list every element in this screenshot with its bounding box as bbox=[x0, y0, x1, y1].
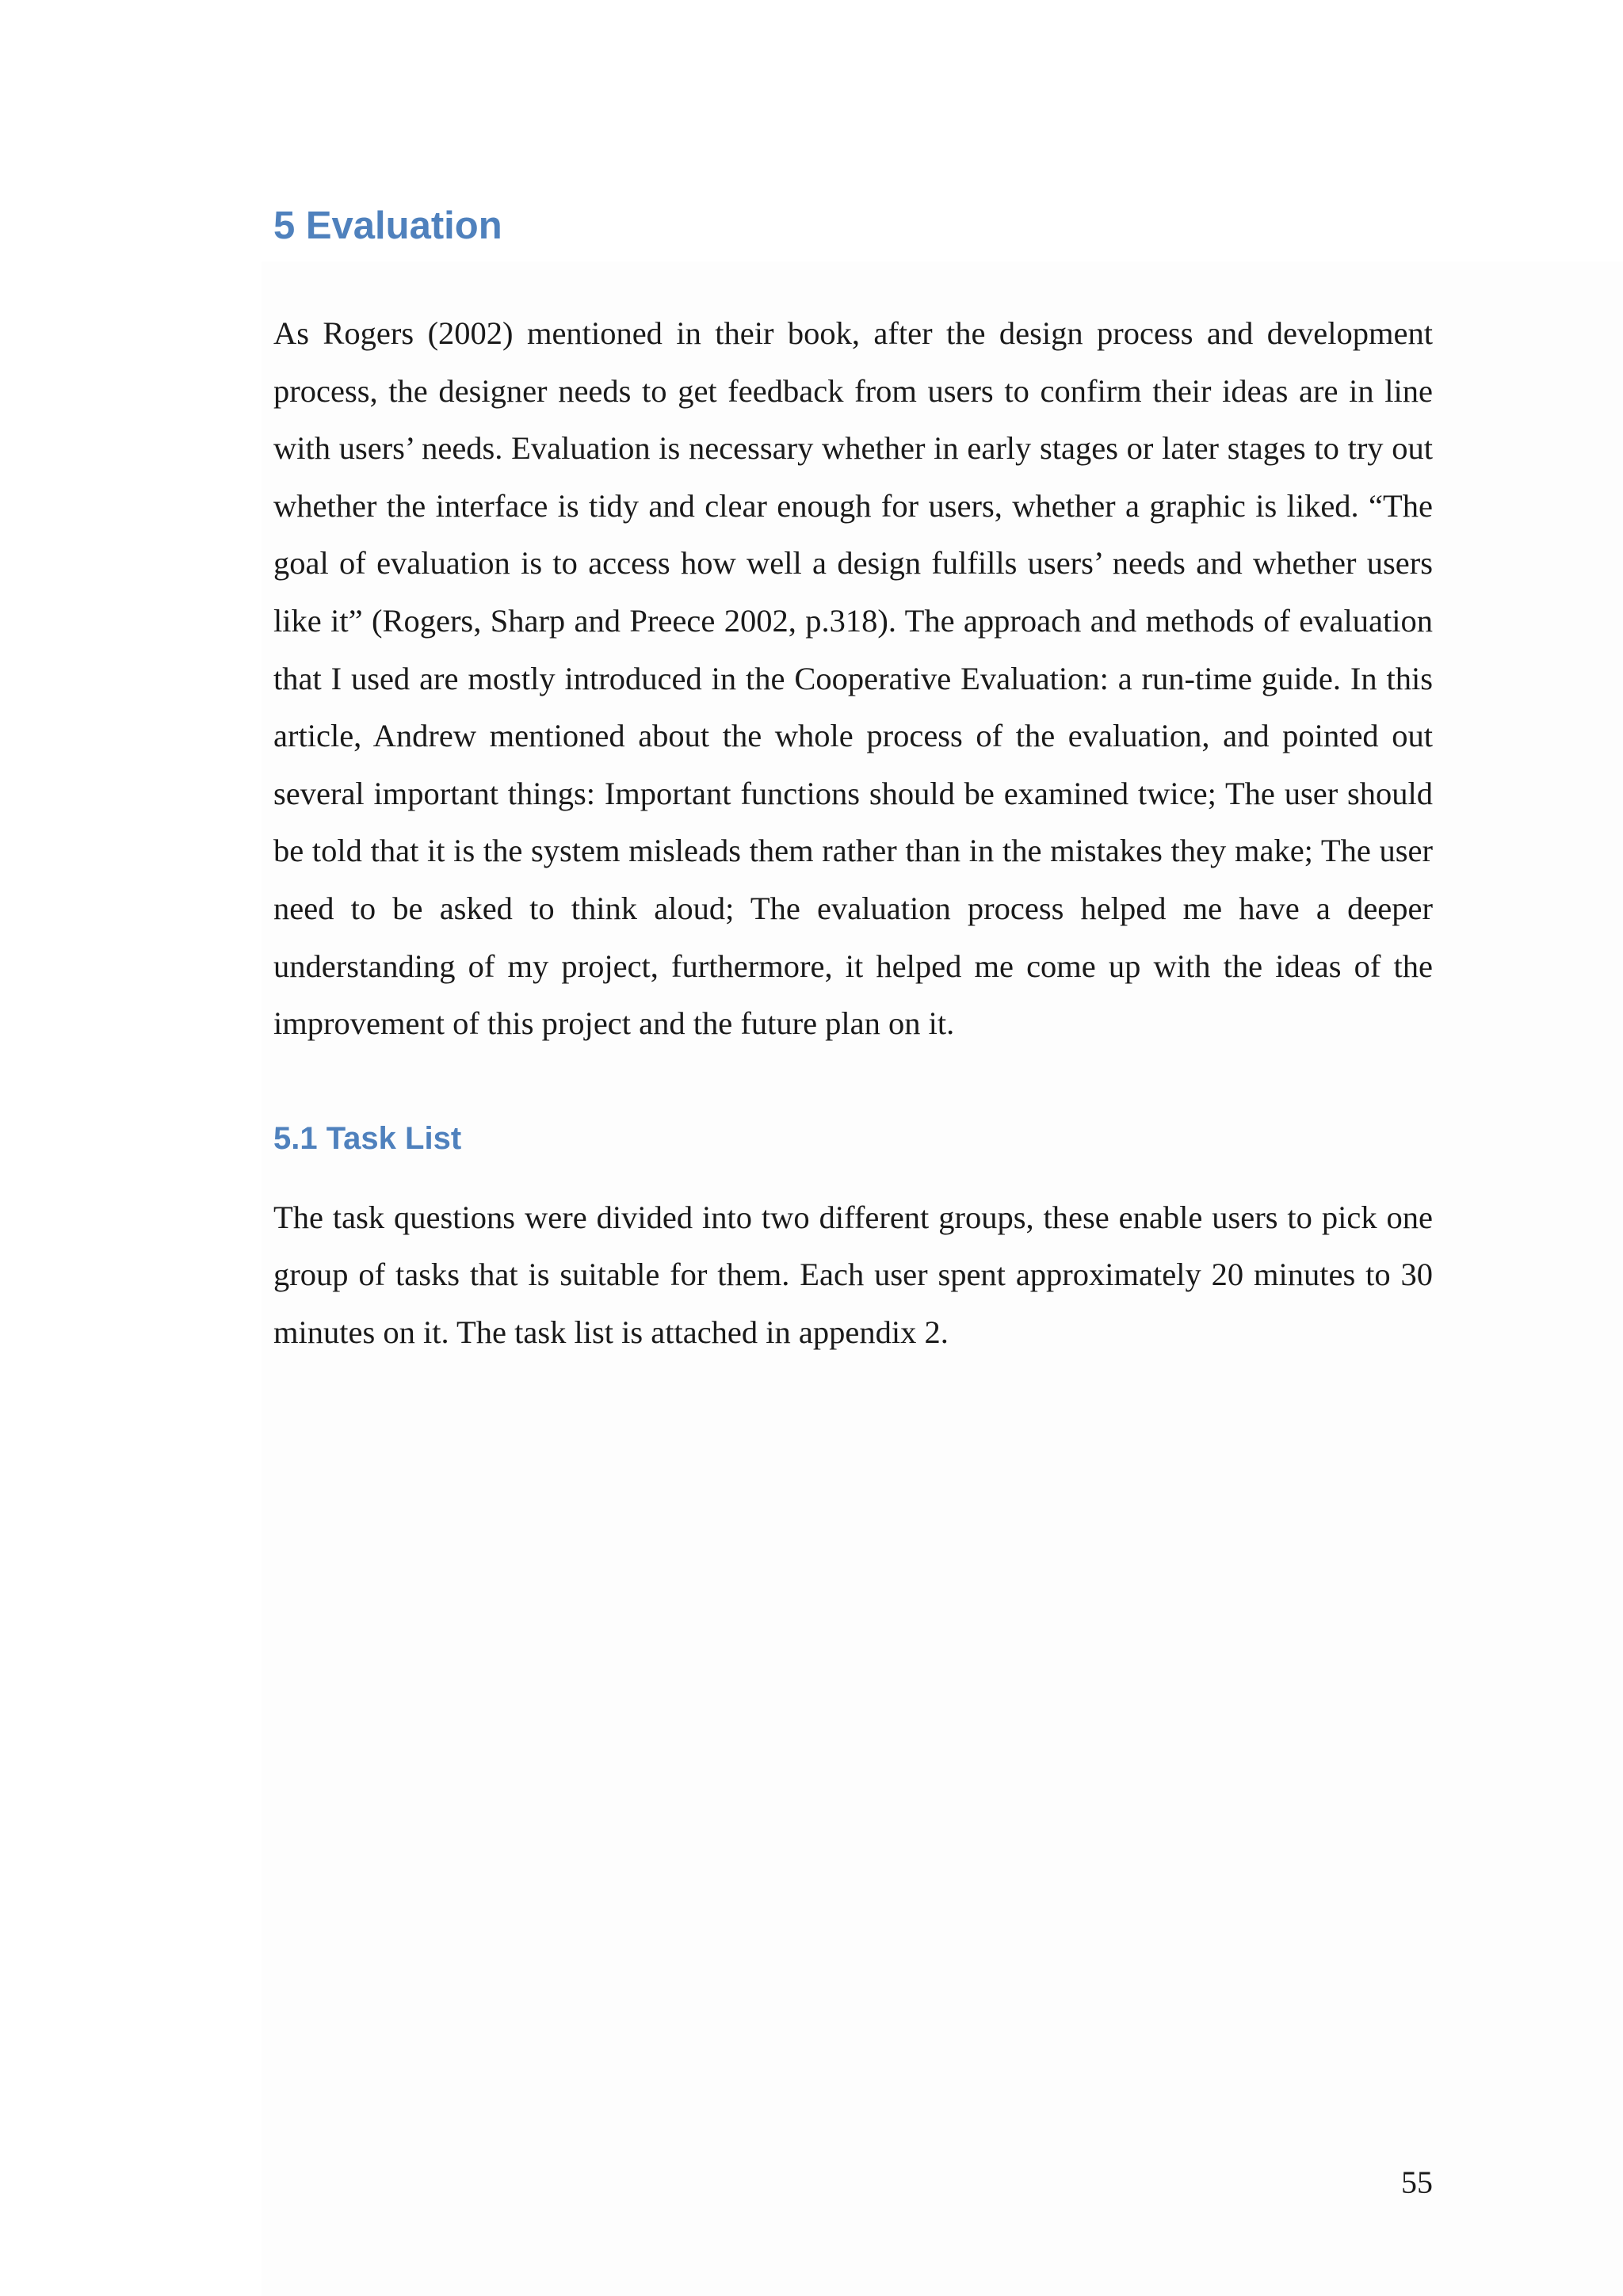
subsection-paragraph: The task questions were divided into two different groups, these enable users to pick one group of tasks that is suitable for them. Each user spent approximately 20 minutes to 30 minutes on it. The task list is attached in appendix 2. bbox=[273, 1199, 1433, 1350]
section-heading: 5 Evaluation bbox=[273, 204, 502, 247]
page-content bbox=[273, 198, 1433, 1362]
page-number: 55 bbox=[1401, 2164, 1433, 2200]
subsection-heading: 5.1 Task List bbox=[273, 1120, 462, 1156]
section-paragraph: As Rogers (2002) mentioned in their book, after the design process and development process, the designer needs to get feedback from users to confirm their ideas are in line with users’ needs. Evaluation is necessary whether in early stages or later stages to try out whether the interface is tidy and clear enough for users, whether a graphic is liked. “The goal of evaluation is to access how well a design fulfills users’ needs and whether users like it” (Rogers, Sharp and Preece 2002, p.318). The approach and methods of evaluation that I used are mostly introduced in the Cooperative Evaluation: a run-time guide. In this article, Andrew mentioned about the whole process of the evaluation, and pointed out several important things: Important functions should be examined twice; The user should be told that it is the system misleads them rather than in the mistakes they make; The user need to be asked to think aloud; The evaluation process helped me have a deeper understanding of my project, furthermore, it helped me come up with the ideas of the improvement of this project and the future plan on it. bbox=[273, 315, 1433, 1042]
